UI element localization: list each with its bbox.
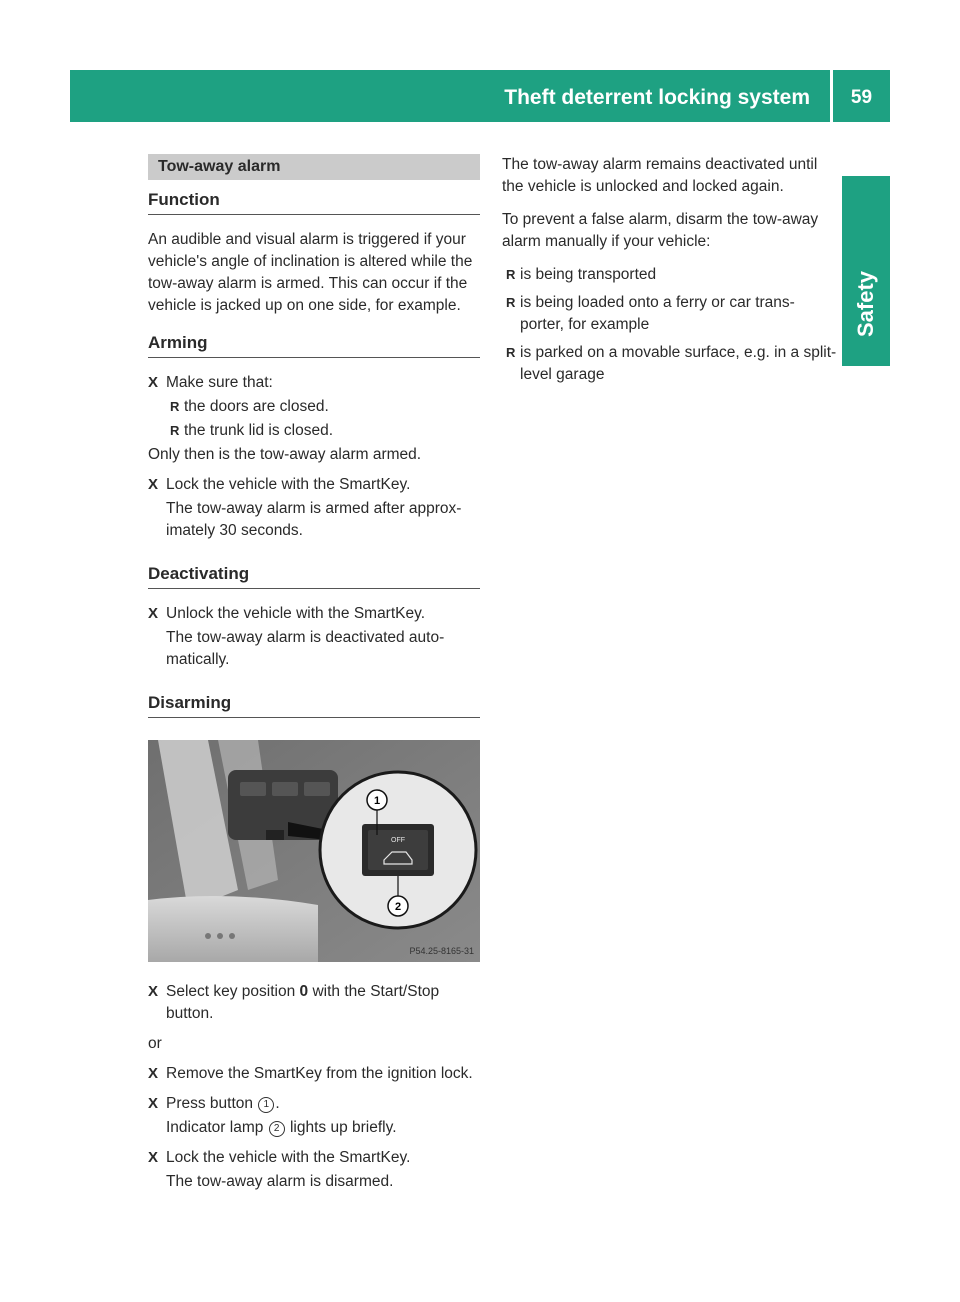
deactivating-step-1 bbox=[148, 603, 480, 625]
step-text: with the Start/Stop button. bbox=[166, 983, 440, 1022]
list-item-text: the trunk lid is closed. bbox=[184, 422, 334, 439]
function-heading: Function bbox=[148, 190, 480, 215]
key-position: 0 bbox=[299, 983, 309, 1000]
disarming-step-2 bbox=[148, 1063, 480, 1085]
disarming-heading: Disarming bbox=[148, 693, 480, 718]
callout-1-label: 1 bbox=[373, 795, 381, 807]
arming-step-2-text: Lock the vehicle with the SmartKey. bbox=[166, 476, 411, 493]
list-item bbox=[502, 292, 838, 336]
deactivating-step-1-result: The tow-away alarm is deactivated auto-matically. bbox=[166, 629, 445, 668]
page-number: 59 bbox=[850, 87, 873, 108]
function-text: An audible and visual alarm is triggered if your vehicle's angle of inclination is altered while the tow-away alarm is armed. This can occur if the vehicle is jacked up on one side, for example. bbox=[148, 231, 473, 314]
arming-step-2-result: The tow-away alarm is armed after approx-imately 30 seconds. bbox=[166, 500, 462, 539]
section-title: Tow-away alarm bbox=[148, 154, 480, 180]
disarming-step-4-result: The tow-away alarm is disarmed. bbox=[166, 1173, 394, 1190]
step-marker: X bbox=[148, 1149, 159, 1166]
arming-step-2 bbox=[148, 474, 480, 496]
right-paragraph-1: The tow-away alarm remains deactivated until the vehicle is unlocked and locked again. bbox=[502, 156, 818, 195]
step-marker: X bbox=[148, 983, 159, 1000]
right-paragraph-2: To prevent a false alarm, disarm the tow-away alarm manually if your vehicle: bbox=[502, 211, 819, 250]
list-item bbox=[502, 264, 838, 286]
bullet-marker: R bbox=[506, 267, 516, 282]
bullet-marker: R bbox=[506, 345, 516, 360]
deactivating-heading: Deactivating bbox=[148, 564, 480, 589]
step-marker: X bbox=[148, 1065, 159, 1082]
arming-note: Only then is the tow-away alarm armed. bbox=[148, 446, 422, 463]
bullet-marker: R bbox=[170, 399, 180, 414]
step-text: . bbox=[275, 1095, 280, 1112]
step-marker: X bbox=[148, 476, 159, 493]
step-marker: X bbox=[148, 1095, 159, 1112]
step-text: Lock the vehicle with the SmartKey. bbox=[166, 1149, 411, 1166]
callout-2-label: 2 bbox=[394, 901, 402, 913]
disarming-step-3 bbox=[148, 1093, 480, 1115]
disarming-step-1 bbox=[148, 981, 480, 1025]
header-title: Theft deterrent locking system bbox=[504, 86, 810, 109]
overhead-control-panel-photo bbox=[148, 740, 480, 962]
arming-step-1-text: Make sure that: bbox=[166, 374, 273, 391]
left-column bbox=[148, 154, 480, 1201]
arming-conditions bbox=[148, 396, 480, 442]
disarming-step-4 bbox=[148, 1147, 480, 1169]
list-item-text: is parked on a movable surface, e.g. in a split-level garage bbox=[520, 344, 837, 383]
section-tab bbox=[842, 176, 890, 366]
callout-1-ref: 1 bbox=[258, 1097, 274, 1113]
button-off-label: OFF bbox=[391, 837, 405, 844]
step-text: Press button bbox=[166, 1095, 258, 1112]
arming-step-1 bbox=[148, 372, 480, 394]
right-column bbox=[502, 154, 838, 388]
image-code: P54.25-8165-31 bbox=[409, 946, 474, 956]
arming-heading: Arming bbox=[148, 333, 480, 358]
list-item-text: is being transported bbox=[520, 266, 657, 283]
list-item-text: is being loaded onto a ferry or car trans-porter, for example bbox=[520, 294, 795, 333]
callout-2-ref: 2 bbox=[269, 1121, 285, 1137]
disarming-step-3-result bbox=[148, 1117, 480, 1139]
deactivating-step-1-text: Unlock the vehicle with the SmartKey. bbox=[166, 605, 426, 622]
list-item-text: the doors are closed. bbox=[184, 398, 329, 415]
step-text: Remove the SmartKey from the ignition lock. bbox=[166, 1065, 473, 1082]
bullet-marker: R bbox=[170, 423, 180, 438]
list-item bbox=[502, 342, 838, 386]
list-item bbox=[166, 396, 480, 418]
or-text: or bbox=[148, 1035, 162, 1052]
step-text: Indicator lamp bbox=[166, 1119, 268, 1136]
section-tab-label: Safety bbox=[853, 270, 878, 338]
step-text: Select key position bbox=[166, 983, 300, 1000]
page-header bbox=[70, 70, 890, 122]
step-marker: X bbox=[148, 374, 159, 391]
step-marker: X bbox=[148, 605, 159, 622]
list-item bbox=[166, 420, 480, 442]
step-text: lights up briefly. bbox=[285, 1119, 397, 1136]
bullet-marker: R bbox=[506, 295, 516, 310]
